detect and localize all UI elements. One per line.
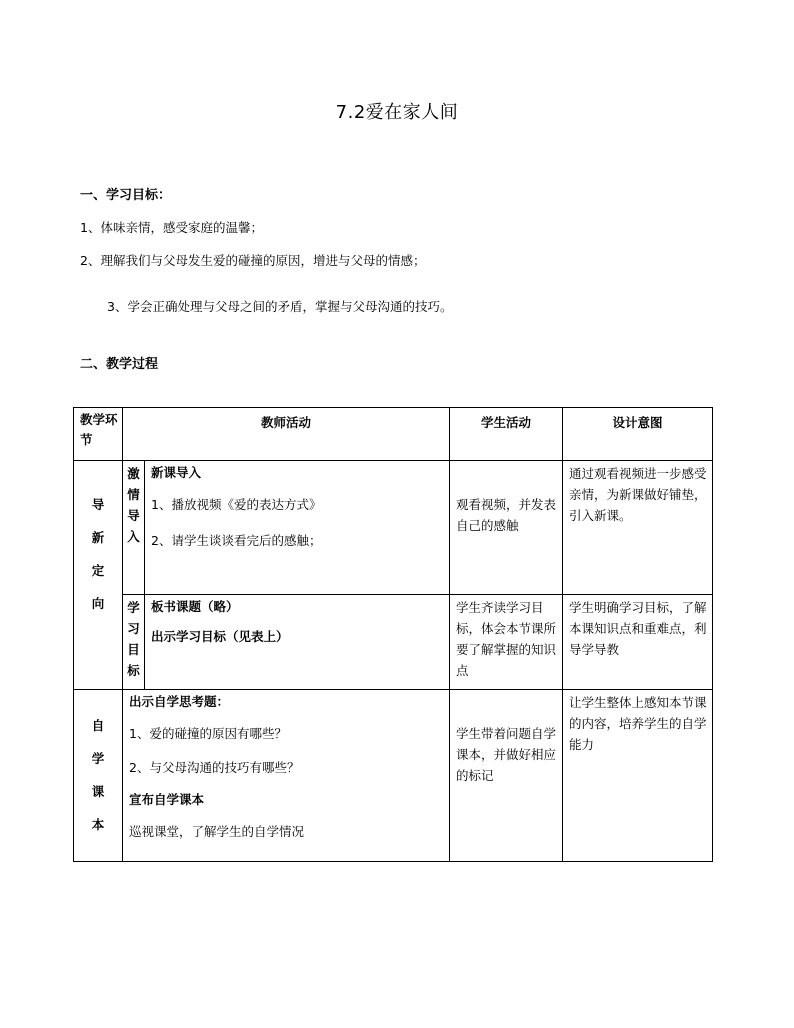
goal-item-1: 1、体味亲情，感受家庭的温馨； <box>80 220 263 235</box>
table-row <box>74 690 713 862</box>
stage-label-1: 导 新 定 向 <box>74 461 123 690</box>
sub-stage-label-goals: 学 习 目 标 <box>123 595 145 690</box>
header-student: 学生活动 <box>450 408 563 461</box>
stage-label-2: 自 学 课 本 <box>74 690 123 862</box>
student-activity-selfstudy: 学生带着问题自学课本，并做好相应的标记 <box>450 690 563 862</box>
header-stage: 教学环节 <box>74 408 123 461</box>
design-intent-goals: 学生明确学习目标，了解本课知识点和重难点，利导学导教 <box>563 595 713 690</box>
table-header-row <box>74 408 713 461</box>
table-row <box>74 595 713 690</box>
teacher-activity-selfstudy: 出示自学思考题： 1、爱的碰撞的原因有哪些？ 2、与父母沟通的技巧有哪些？ 宣布自学课本 巡视课堂，了解学生的自学情况 <box>123 690 450 862</box>
section-heading-goals: 一、学习目标： <box>80 188 172 203</box>
sub-stage-label-intro: 激 情 导 入 <box>123 461 145 595</box>
student-activity-goals: 学生齐读学习目标，体会本节课所要了解掌握的知识点 <box>450 595 563 690</box>
design-intent-selfstudy: 让学生整体上感知本节课的内容，培养学生的自学能力 <box>563 690 713 862</box>
teacher-activity-intro: 新课导入 1、播放视频《爱的表达方式》 2、请学生谈谈看完后的感触； <box>145 461 450 595</box>
design-intent-intro: 通过观看视频进一步感受亲情，为新课做好铺垫，引入新课。 <box>563 461 713 595</box>
header-design: 设计意图 <box>563 408 713 461</box>
teacher-activity-goals: 板书课题（略） 出示学习目标（见表上） <box>145 595 450 690</box>
goal-item-2: 2、理解我们与父母发生爱的碰撞的原因，增进与父母的情感； <box>80 253 426 268</box>
header-teacher: 教师活动 <box>123 408 450 461</box>
teaching-process-table <box>73 407 713 862</box>
page-title: 7.2爱在家人间 <box>335 102 459 123</box>
student-activity-intro: 观看视频，并发表自己的感触 <box>450 461 563 595</box>
table-row <box>74 461 713 595</box>
goal-item-3: 3、学会正确处理与父母之间的矛盾，掌握与父母沟通的技巧。 <box>107 299 453 314</box>
section-heading-process: 二、教学过程 <box>80 357 159 372</box>
